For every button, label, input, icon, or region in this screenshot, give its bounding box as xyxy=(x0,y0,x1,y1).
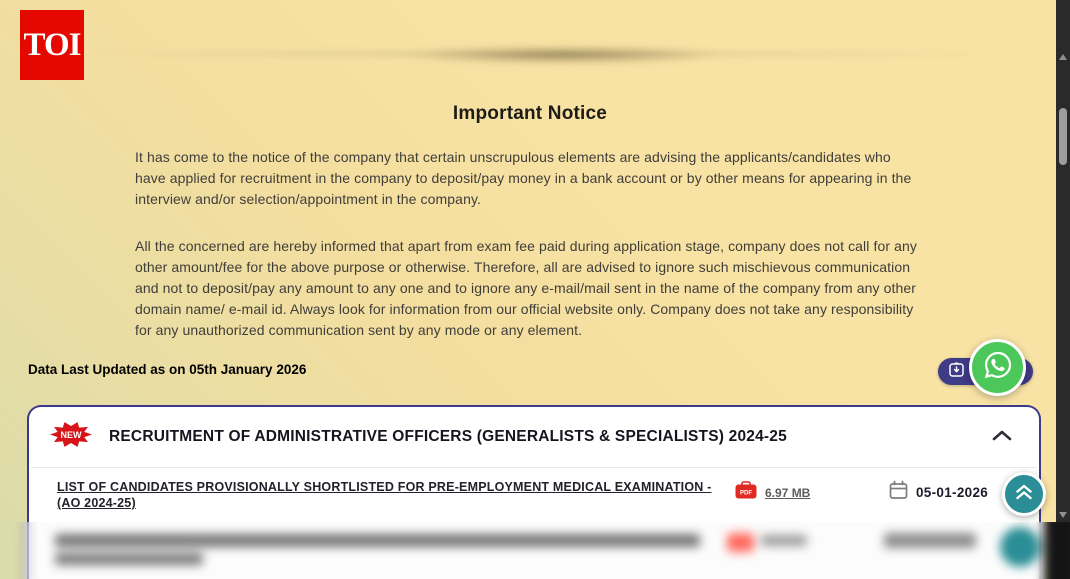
calendar-icon xyxy=(889,480,908,505)
scrollbar-track[interactable] xyxy=(1056,0,1070,522)
whatsapp-button[interactable] xyxy=(969,339,1026,396)
pdf-icon-label: PDF xyxy=(740,490,752,497)
triangle-up-icon xyxy=(1059,54,1067,60)
blurred-card-body xyxy=(25,522,1043,579)
blurred-scroll-top-button xyxy=(997,524,1043,570)
scrollbar-thumb[interactable] xyxy=(1059,108,1067,165)
scrollbar-down-arrow[interactable] xyxy=(1056,508,1070,522)
document-date: 05-01-2026 xyxy=(916,485,989,500)
scroll-to-top-button[interactable] xyxy=(1002,472,1046,516)
blurred-bottom-row xyxy=(0,522,1070,579)
scrollbar-up-arrow[interactable] xyxy=(1056,50,1070,64)
starburst-new-badge xyxy=(49,421,93,453)
toi-logo-text: TOI xyxy=(23,26,81,63)
pdf-file-icon xyxy=(734,481,758,505)
blurred-pdf-icon xyxy=(727,533,754,552)
document-file-size: 6.97 MB xyxy=(765,486,811,500)
blurred-content xyxy=(0,522,1070,579)
blurred-file-size xyxy=(761,535,807,546)
blurred-date xyxy=(884,533,976,548)
blurred-scrollbar-area xyxy=(1044,522,1070,579)
blurred-text-line-2 xyxy=(55,553,203,565)
important-notice-section xyxy=(135,103,925,341)
document-date-group xyxy=(889,480,988,505)
top-shadow-smudge xyxy=(408,47,718,63)
data-last-updated-text: Data Last Updated as on 05th January 2026 xyxy=(28,362,307,377)
notice-paragraph-2: All the concerned are hereby informed that apart from exam fee paid during application stage, company does not call for any other amount/fee for the above purpose or otherwise. Therefore, all are advised to ignore such mischievous communication and not to deposit/pay any amount to any one and to ignore any e-mail/mail sent in the name of the company from any other domain name/ e-mail id. Always look for information from our official website only. Company does not take any responsibility for any unauthorized communication sent by any mode or any element. xyxy=(135,238,917,338)
recruitment-section-title: RECRUITMENT OF ADMINISTRATIVE OFFICERS (GENERALISTS & SPECIALISTS) 2024-25 xyxy=(109,428,787,445)
triangle-down-icon xyxy=(1059,512,1067,518)
document-link[interactable]: LIST OF CANDIDATES PROVISIONALLY SHORTLISTED FOR PRE-EMPLOYMENT MEDICAL EXAMINATION - (AO 2024-25) xyxy=(57,480,712,510)
recruitment-accordion-header[interactable] xyxy=(29,407,1039,467)
top-shadow-wide xyxy=(90,50,990,58)
new-badge-label: NEW xyxy=(60,430,82,440)
install-app-icon xyxy=(948,361,965,383)
whatsapp-icon xyxy=(983,350,1013,385)
document-file-download[interactable] xyxy=(734,481,810,505)
notice-paragraph-1: It has come to the notice of the company that certain unscrupulous elements are advising the applicants/candidates who have applied for recruitment in the company to deposit/pay money in a bank account or by other means for appearing in the interview and/or selection/appointment in the company. xyxy=(135,149,912,207)
document-row xyxy=(29,468,1039,524)
chevron-up-icon xyxy=(991,428,1013,447)
blurred-text-line-1 xyxy=(55,534,700,547)
double-chevron-up-icon xyxy=(1013,482,1035,507)
toi-logo xyxy=(20,10,84,80)
notice-title: Important Notice xyxy=(452,103,608,124)
